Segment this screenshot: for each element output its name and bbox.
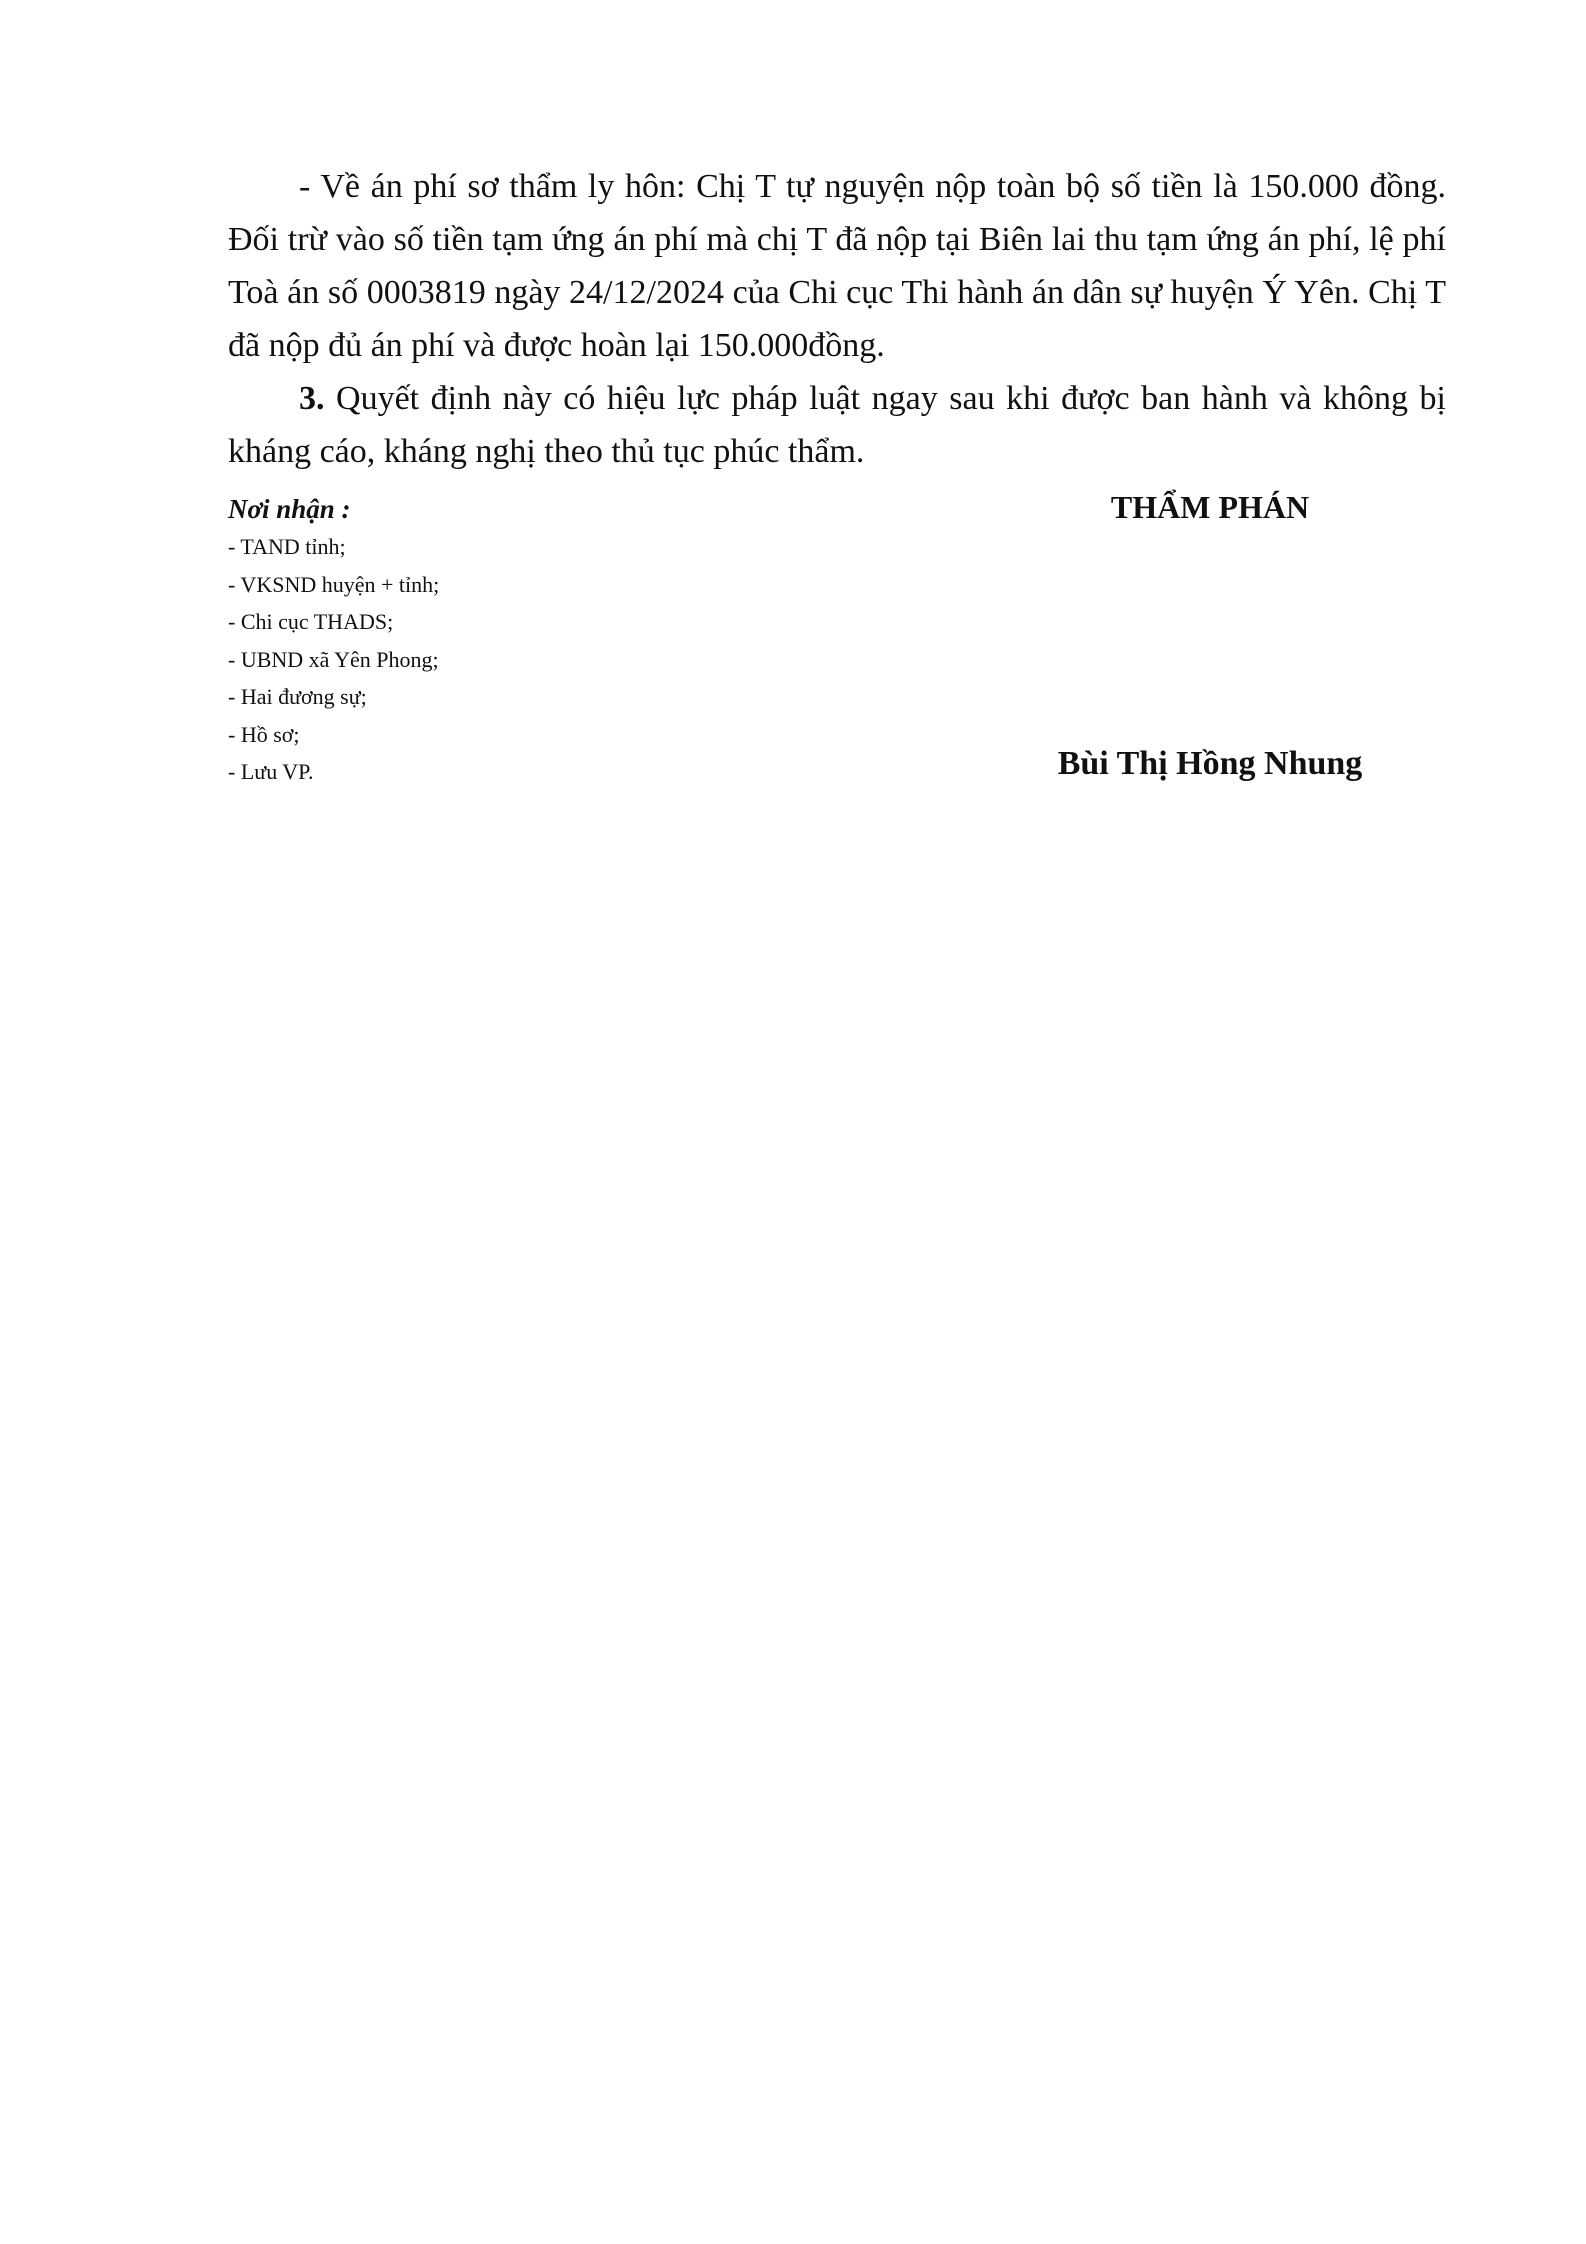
recipient-item: - Chi cục THADS;	[228, 609, 394, 634]
recipient-item: - Lưu VP.	[228, 759, 314, 784]
recipient-item: - TAND tỉnh;	[228, 534, 346, 559]
recipient-item: - UBND xã Yên Phong;	[228, 646, 439, 672]
recipient-item: - Hai đương sự;	[228, 684, 367, 709]
paragraph-legal-effect-text: Quyết định này có hiệu lực pháp luật ngay sau khi được ban hành và không bị kháng cáo, kháng nghị theo thủ tục phúc thẩm.	[228, 380, 1446, 470]
recipients-heading: Nơi nhận :	[228, 494, 351, 524]
recipient-item: - VKSND huyện + tỉnh;	[228, 571, 440, 597]
recipient-item: - Hồ sơ;	[228, 721, 300, 747]
paragraph-legal-effect-number: 3.	[299, 380, 325, 417]
signature-title: THẨM PHÁN	[1110, 489, 1310, 525]
recipients-block	[228, 490, 788, 791]
signature-name: Bùi Thị Hồng Nhung	[1057, 745, 1363, 782]
paragraph-court-fee	[228, 160, 1446, 372]
paragraph-court-fee-text: - Về án phí sơ thẩm ly hôn: Chị T tự nguyện nộp toàn bộ số tiền là 150.000 đồng. Đối trừ vào số tiền tạm ứng án phí mà chị T đã nộp tại Biên lai thu tạm ứng án phí, lệ phí Toà án số 0003819 ngày 24/12/2024 của Chi cục Thi hành án dân sự huyện Ý Yên. Chị T đã nộp đủ án phí và được hoàn lại 150.000đồng.	[228, 168, 1446, 364]
document-body	[228, 160, 1446, 478]
paragraph-legal-effect	[228, 372, 1446, 478]
